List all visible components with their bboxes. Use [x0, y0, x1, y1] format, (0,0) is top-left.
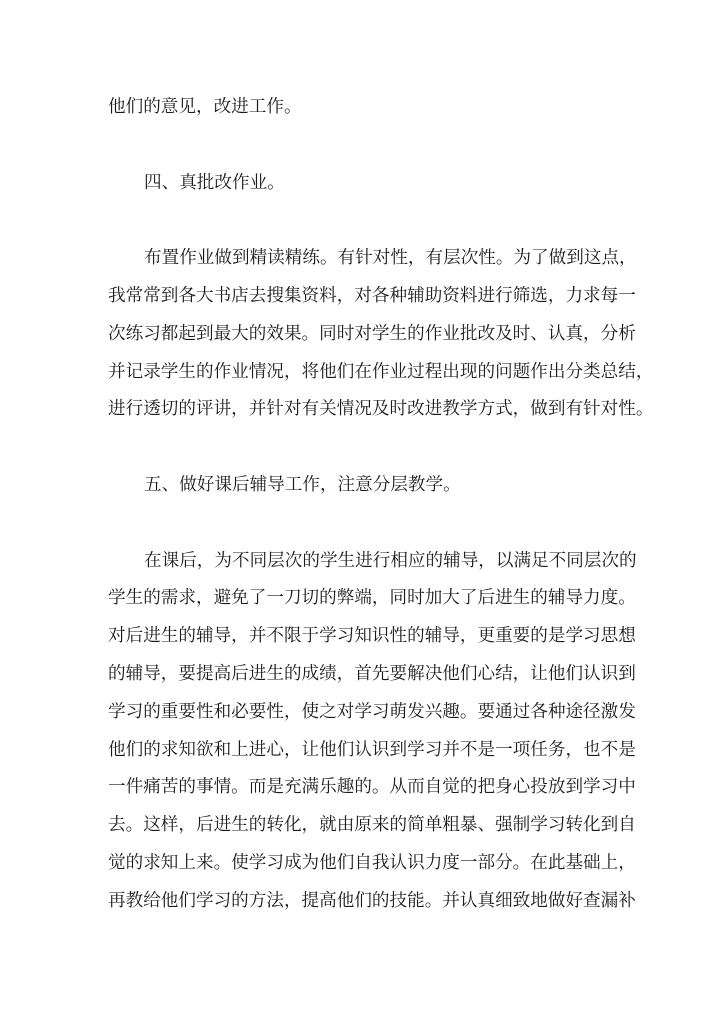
text-line: 的辅导，要提高后进生的成绩，首先要解决他们心结，让他们认识到	[108, 663, 636, 684]
section-heading	[108, 165, 648, 203]
text-line: 布置作业做到精读精练。有针对性，有层次性。为了做到这点，	[144, 248, 637, 269]
text-line: 次练习都起到最大的效果。同时对学生的作业批改及时、认真，分析	[108, 323, 636, 344]
text-line: 进行透切的评讲，并针对有关情况及时改进教学方式，做到有针对性。	[108, 399, 654, 420]
text-line: 五、做好课后辅导工作，注意分层教学。	[144, 474, 461, 495]
text-line: 他们的求知欲和上进心，让他们认识到学习并不是一项任务，也不是	[108, 739, 636, 760]
text-line: 对后进生的辅导，并不限于学习知识性的辅导，更重要的是学习思想	[108, 626, 636, 647]
document-page	[108, 89, 654, 921]
paragraph	[108, 240, 654, 429]
text-line: 再教给他们学习的方法，提高他们的技能。并认真细致地做好查漏补	[108, 890, 636, 911]
text-line: 在课后，为不同层次的学生进行相应的辅导，以满足不同层次的	[144, 550, 637, 571]
paragraph	[108, 543, 648, 921]
text-line: 学生的需求，避免了一刀切的弊端，同时加大了后进生的辅导力度。	[108, 588, 636, 609]
section-heading	[108, 467, 648, 505]
text-line: 去。这样，后进生的转化，就由原来的简单粗暴、强制学习转化到自	[108, 815, 636, 836]
text-line: 我常常到各大书店去搜集资料，对各种辅助资料进行筛选，力求每一	[108, 285, 636, 306]
text-line: 他们的意见，改进工作。	[108, 97, 302, 117]
text-line: 并记录学生的作业情况，将他们在作业过程出现的问题作出分类总结，	[108, 361, 654, 382]
paragraph-spacer	[108, 429, 648, 467]
paragraph-spacer	[108, 505, 648, 543]
paragraph	[108, 89, 648, 127]
text-line: 觉的求知上来。使学习成为他们自我认识力度一部分。在此基础上，	[108, 852, 636, 873]
text-line: 一件痛苦的事情。而是充满乐趣的。从而自觉的把身心投放到学习中	[108, 777, 636, 798]
text-line: 四、真批改作业。	[144, 172, 285, 193]
paragraph-spacer	[108, 127, 648, 165]
text-line: 学习的重要性和必要性，使之对学习萌发兴趣。要通过各种途径激发	[108, 701, 636, 722]
paragraph-spacer	[108, 202, 648, 240]
